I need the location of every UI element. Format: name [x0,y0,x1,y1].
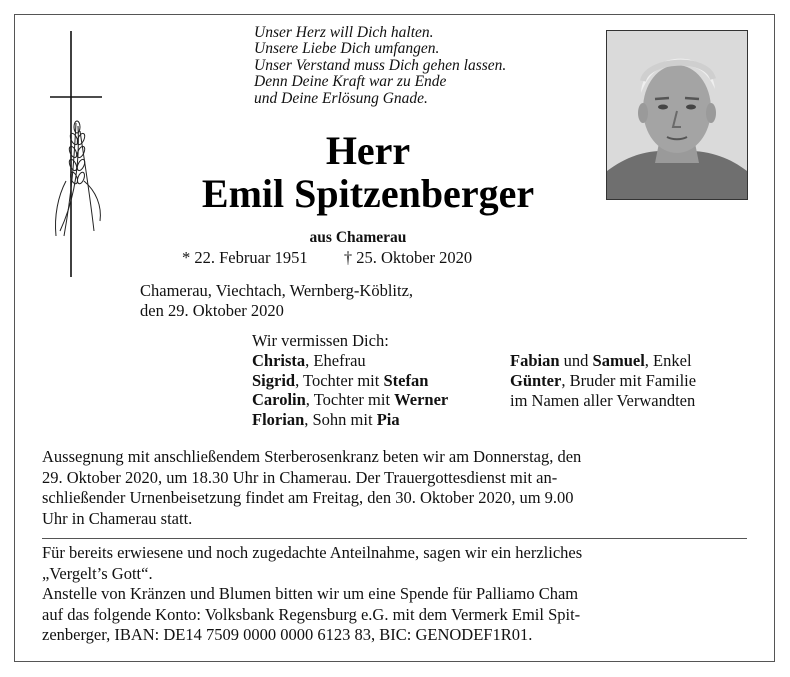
poem-line: Unser Herz will Dich halten. [254,24,434,41]
place-line: Chamerau, Viechtach, Wernberg-Köblitz, [140,281,414,300]
notice-line: „Vergelt’s Gott“. [42,563,153,583]
divider [42,538,747,539]
deceased-name: Emil Spitzenberger [201,171,535,216]
poem-line: Denn Deine Kraft war zu Ende [254,73,447,91]
date-line: den 29. Oktober 2020 [140,301,284,320]
mourner-line: Florian, Sohn mit Pia [252,410,400,430]
thanks-notice [42,543,746,646]
poem-line: und Deine Erlösung Gnade. [254,89,428,107]
funeral-notice [42,447,746,529]
place-date [140,281,413,321]
notice-line: Uhr in Chamerau statt. [42,508,193,528]
life-dates [182,248,472,268]
notice-line: schließender Urnenbeisetzung findet am Freitag, den 30. Oktober 2020, um 9.00 [42,488,574,508]
notice-line: auf das folgende Konto: Volksbank Regensburg e.G. mit dem Vermerk Emil Spit- [42,604,581,624]
birth-date: * 22. Februar 1951 [182,248,308,267]
notice-line: Aussegnung mit anschließendem Sterberosenkranz beten wir am Donnerstag, den [42,447,582,466]
notice-line: 29. Oktober 2020, um 18.30 Uhr in Chamerau. Der Trauergottesdienst mit an- [42,467,558,487]
mourners-right [510,351,696,410]
notice-line: Für bereits erwiesene und noch zugedachte Anteilnahme, sagen wir ein herzliches [42,543,583,562]
poem-line: Unsere Liebe Dich umfangen. [254,40,440,58]
mourner-line: Carolin, Tochter mit Werner [252,390,449,410]
mourner-line: Fabian und Samuel, Enkel [510,351,692,370]
notice-line: zenberger, IBAN: DE14 7509 0000 0000 6123 83, BIC: GENODEF1R01. [42,625,533,645]
mourners-left [252,331,448,430]
mourner-line: Günter, Bruder mit Familie [510,370,697,390]
origin: aus Chamerau [309,229,407,246]
mourners-intro: Wir vermissen Dich: [252,331,389,350]
death-date: † 25. Oktober 2020 [343,248,473,267]
poem-line: Unser Verstand muss Dich gehen lassen. [254,56,507,74]
poem [254,25,506,107]
mourner-line: Christa, Ehefrau [252,350,366,370]
salutation: Herr [325,128,411,173]
mourner-line: Sigrid, Tochter mit Stefan [252,370,429,390]
mourner-line: im Namen aller Verwandten [510,390,696,410]
notice-line: Anstelle von Kränzen und Blumen bitten wir um eine Spende für Palliamo Cham [42,584,579,604]
